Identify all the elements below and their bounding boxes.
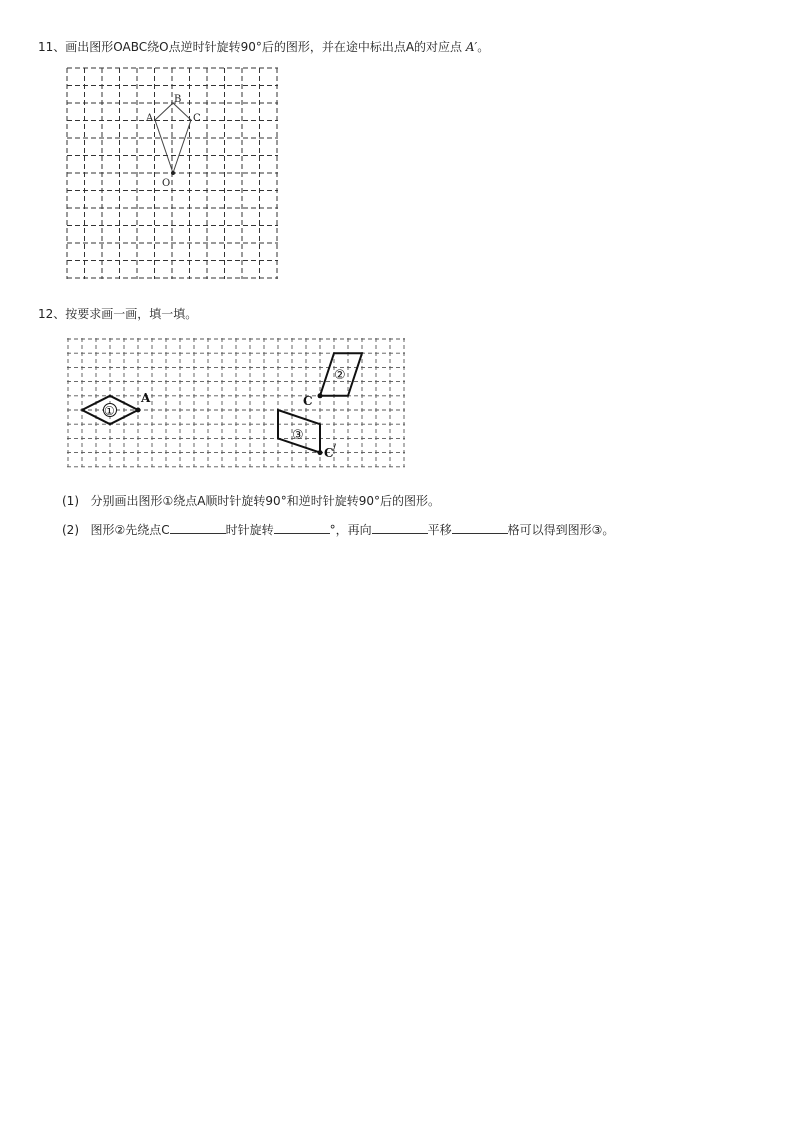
sub2-text-2: 时针旋转 <box>225 523 274 537</box>
q12-grid <box>67 338 405 467</box>
q11-prime-label: A′ <box>465 40 478 54</box>
q11-end: 。 <box>477 40 490 54</box>
sub2-text-4: 平移 <box>427 523 452 537</box>
q12-text: 按要求画一画，填一填。 <box>65 307 198 321</box>
q12-sub2 <box>62 521 614 538</box>
label-c: C <box>303 394 313 408</box>
label-c: C <box>193 113 201 124</box>
q12-grid-figure <box>67 338 407 468</box>
sub2-text-5: 格可以得到图形③。 <box>507 523 615 537</box>
fig1-label: ① <box>104 404 115 418</box>
blank-direction[interactable] <box>170 523 226 534</box>
blank-degrees[interactable] <box>274 523 330 534</box>
sub1-number: (1) <box>62 494 79 508</box>
q12-prompt <box>38 305 197 322</box>
fig3-label: ③ <box>292 428 304 443</box>
label-c-prime-mark: / <box>333 443 337 453</box>
q11-number: 11、 <box>38 40 66 54</box>
q11-grid-figure <box>67 68 279 280</box>
sub2-text-3: °，再向 <box>329 523 372 537</box>
sub2-number: (2) <box>62 523 79 537</box>
label-a: A <box>141 391 151 405</box>
point-c-dot <box>318 393 323 398</box>
sub1-text: 分别画出图形①绕点A顺时针旋转90°和逆时针旋转90°后的图形。 <box>90 494 440 508</box>
blank-translate-direction[interactable] <box>372 523 428 534</box>
point-c-prime-dot <box>318 450 323 455</box>
sub2-text-1: 图形②先绕点C <box>90 523 170 537</box>
q11-prompt <box>38 38 489 55</box>
point-a-dot <box>136 408 141 413</box>
point-o-dot <box>171 171 175 175</box>
fig2-label: ② <box>334 368 346 383</box>
q12-sub1 <box>62 492 440 509</box>
q12-number: 12、 <box>38 307 66 321</box>
label-b: B <box>174 94 182 105</box>
label-o: O <box>162 178 171 189</box>
blank-squares[interactable] <box>452 523 508 534</box>
label-c-prime: C <box>324 446 334 460</box>
label-a: A <box>146 113 154 124</box>
q11-text: 画出图形OABC绕O点逆时针旋转90°后的图形，并在途中标出点A的对应点 <box>65 40 463 54</box>
